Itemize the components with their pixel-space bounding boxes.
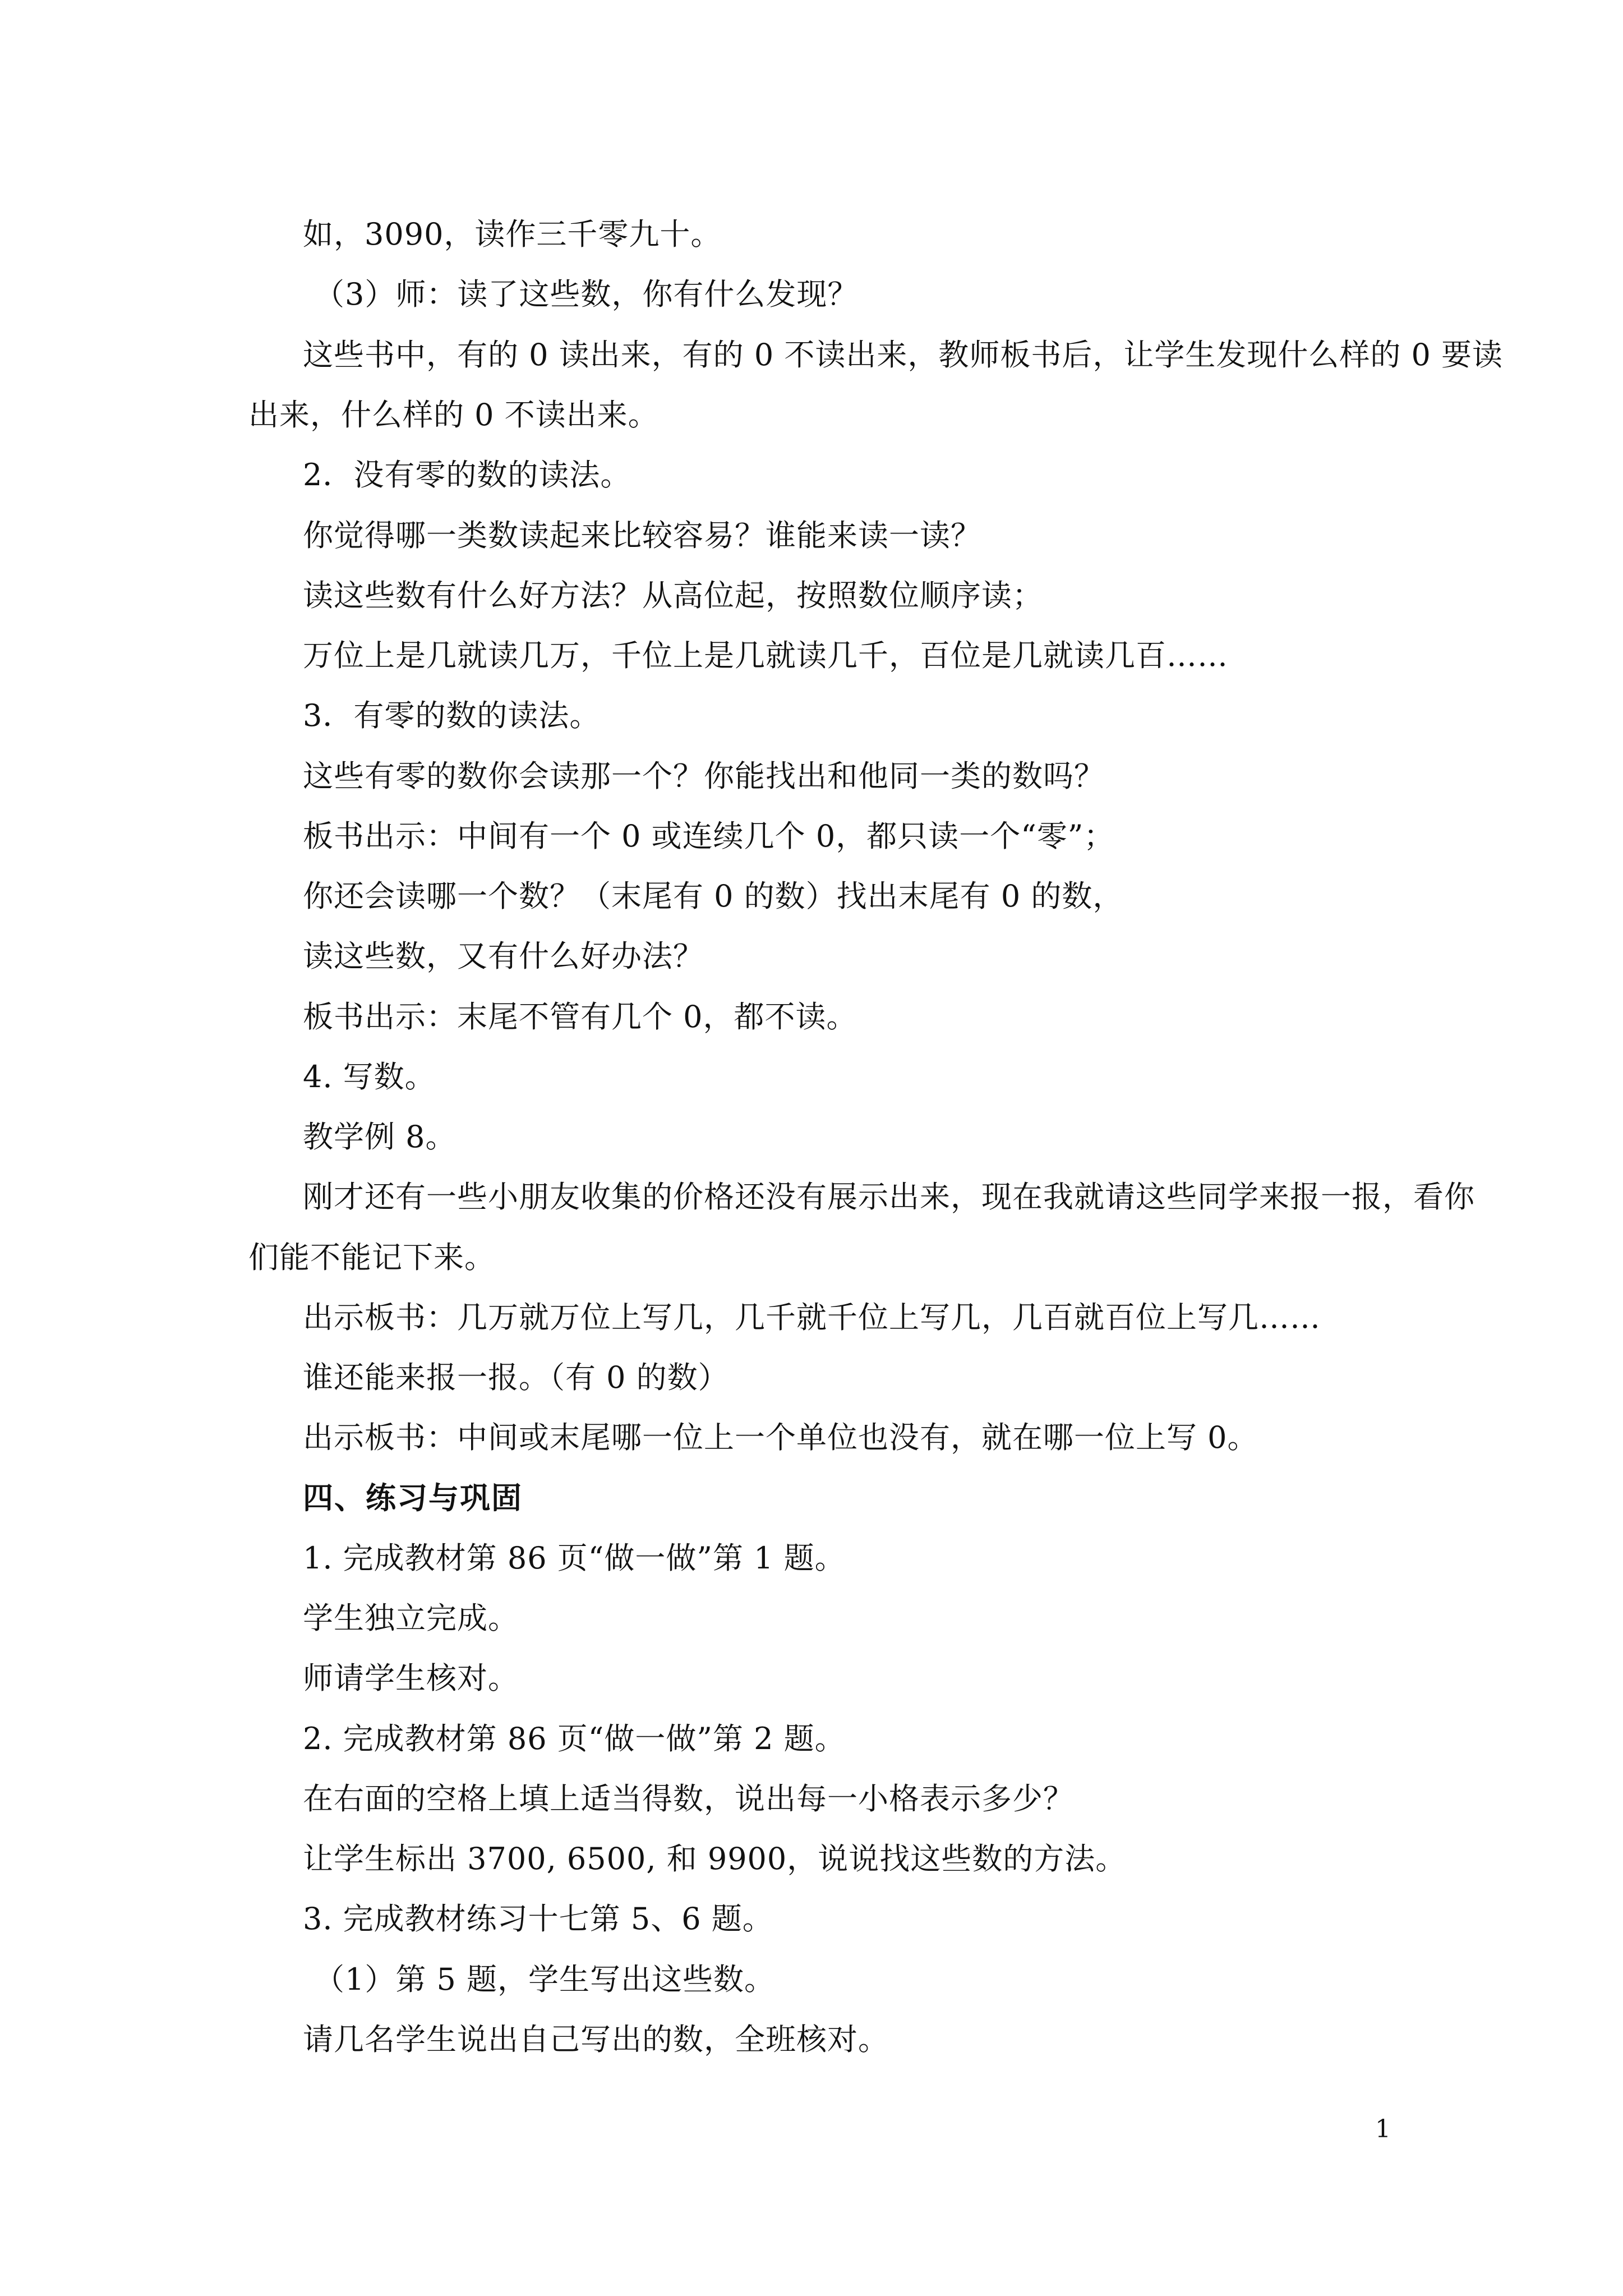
text-line: 出来，什么样的 0 不读出来。	[248, 397, 659, 432]
text-line: 出示板书：中间或末尾哪一位上一个单位也没有，就在哪一位上写 0。	[303, 1420, 1258, 1455]
text-line: （1）第 5 题，学生写出这些数。	[314, 1962, 776, 1997]
text-line: 们能不能记下来。	[248, 1240, 495, 1275]
text-line: 在右面的空格上填上适当得数，说出每一小格表示多少？	[303, 1781, 1074, 1816]
text-line: 谁还能来报一报。（有 0 的数）	[303, 1360, 729, 1395]
text-line: 请几名学生说出自己写出的数，全班核对。	[303, 2022, 889, 2057]
text-line: 读这些数，又有什么好办法？	[303, 938, 704, 974]
text-line: 3．有零的数的读法。	[303, 698, 601, 733]
text-line: 板书出示：中间有一个 0 或连续几个 0，都只读一个“零”；	[303, 818, 1115, 854]
text-line: 万位上是几就读几万，千位上是几就读几千，百位是几就读几百……	[303, 638, 1228, 673]
page-number: 1	[1375, 2115, 1391, 2143]
text-line: 读这些数有什么好方法？从高位起，按照数位顺序读；	[303, 578, 1043, 613]
text-line: 师请学生核对。	[303, 1660, 519, 1696]
text-line: 1. 完成教材第 86 页“做一做”第 1 题。	[303, 1540, 846, 1576]
text-line: 2．没有零的数的读法。	[303, 457, 631, 493]
text-line: 3. 完成教材练习十七第 5、6 题。	[303, 1901, 773, 1936]
text-line: 如，3090，读作三千零九十。	[303, 217, 722, 252]
text-line: 你还会读哪一个数？（末尾有 0 的数）找出末尾有 0 的数，	[303, 878, 1124, 914]
text-line: 让学生标出 3700, 6500, 和 9900，说说找这些数的方法。	[303, 1841, 1127, 1876]
text-line: 这些书中，有的 0 读出来，有的 0 不读出来，教师板书后，让学生发现什么样的 0 要读	[303, 337, 1504, 372]
text-line: （3）师：读了这些数，你有什么发现？	[314, 277, 859, 312]
section-heading: 四、练习与巩固	[303, 1480, 523, 1516]
text-line: 教学例 8。	[303, 1119, 457, 1154]
text-line: 4. 写数。	[303, 1059, 436, 1094]
text-line: 这些有零的数你会读那一个？你能找出和他同一类的数吗？	[303, 758, 1105, 794]
text-line: 刚才还有一些小朋友收集的价格还没有展示出来，现在我就请这些同学来报一报，看你	[303, 1179, 1475, 1214]
text-line: 出示板书：几万就万位上写几，几千就千位上写几，几百就百位上写几……	[303, 1300, 1321, 1335]
text-line: 学生独立完成。	[303, 1600, 519, 1636]
text-line: 你觉得哪一类数读起来比较容易？谁能来读一读？	[303, 518, 981, 553]
text-line: 2. 完成教材第 86 页“做一做”第 2 题。	[303, 1721, 846, 1756]
text-line: 板书出示：末尾不管有几个 0，都不读。	[303, 999, 857, 1034]
